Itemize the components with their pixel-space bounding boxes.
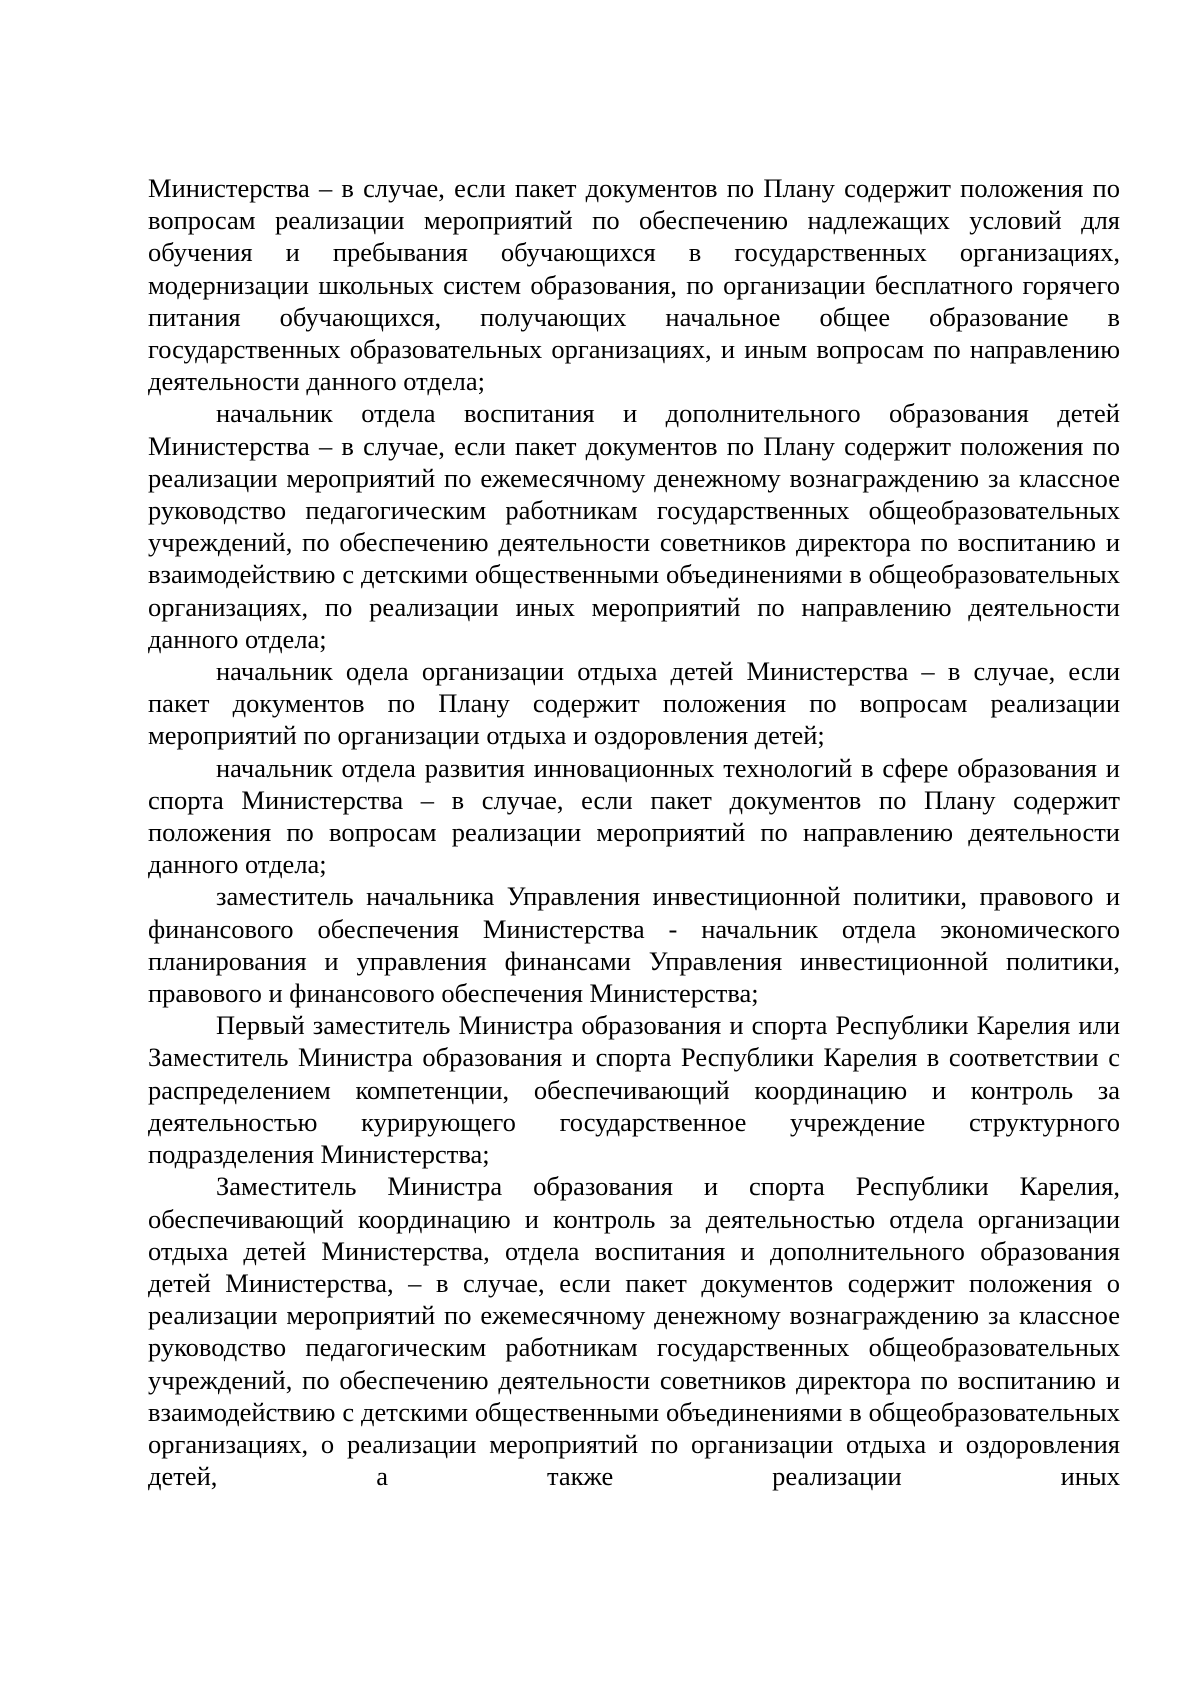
- paragraph-6: Первый заместитель Министра образования и спорта Республики Карелия или Заместитель Министра образования и спорта Республики Карелия в соответствии с распределением компетенции, обеспечивающий координацию и контроль за деятельностью курирующего государственное учреждение структурного подразделения Министерства;: [148, 1010, 1120, 1170]
- paragraph-4: начальник отдела развития инновационных технологий в сфере образования и спорта Министерства – в случае, если пакет документов по Плану содержит положения по вопросам реализации мероприятий по направлению деятельности данного отдела;: [148, 752, 1120, 880]
- paragraph-5: заместитель начальника Управления инвестиционной политики, правового и финансового обеспечения Министерства - начальник отдела экономического планирования и управления финансами Управления инвестиционной политики, правового и финансового обеспечения Министерства;: [148, 881, 1120, 1009]
- paragraph-3: начальник одела организации отдыха детей Министерства – в случае, если пакет документов по Плану содержит положения по вопросам реализации мероприятий по организации отдыха и оздоровления детей;: [148, 656, 1120, 751]
- document-body: [148, 172, 1120, 1492]
- paragraph-7: Заместитель Министра образования и спорта Республики Карелия, обеспечивающий координацию и контроль за деятельностью отдела организации отдыха детей Министерства, отдела воспитания и дополнительного образования детей Министерства, – в случае, если пакет документов содержит положения о реализации мероприятий по ежемесячному денежному вознаграждению за классное руководство педагогическим работникам государственных общеобразовательных учреждений, по обеспечению деятельности советников директора по воспитанию и взаимодействию с детскими общественными объединениями в общеобразовательных организациях, о реализации мероприятий по организации отдыха и оздоровления детей, а также реализации иных: [148, 1171, 1120, 1492]
- paragraph-2: начальник отдела воспитания и дополнительного образования детей Министерства – в случае, если пакет документов по Плану содержит положения по реализации мероприятий по ежемесячному денежному вознаграждению за классное руководство педагогическим работникам государственных общеобразовательных учреждений, по обеспечению деятельности советников директора по воспитанию и взаимодействию с детскими общественными объединениями в общеобразовательных организациях, по реализации иных мероприятий по направлению деятельности данного отдела;: [148, 398, 1120, 654]
- paragraph-1: Министерства – в случае, если пакет документов по Плану содержит положения по вопросам реализации мероприятий по обеспечению надлежащих условий для обучения и пребывания обучающихся в государственных организациях, модернизации школьных систем образования, по организации бесплатного горячего питания обучающихся, получающих начальное общее образование в государственных образовательных организациях, и иным вопросам по направлению деятельности данного отдела;: [148, 173, 1120, 397]
